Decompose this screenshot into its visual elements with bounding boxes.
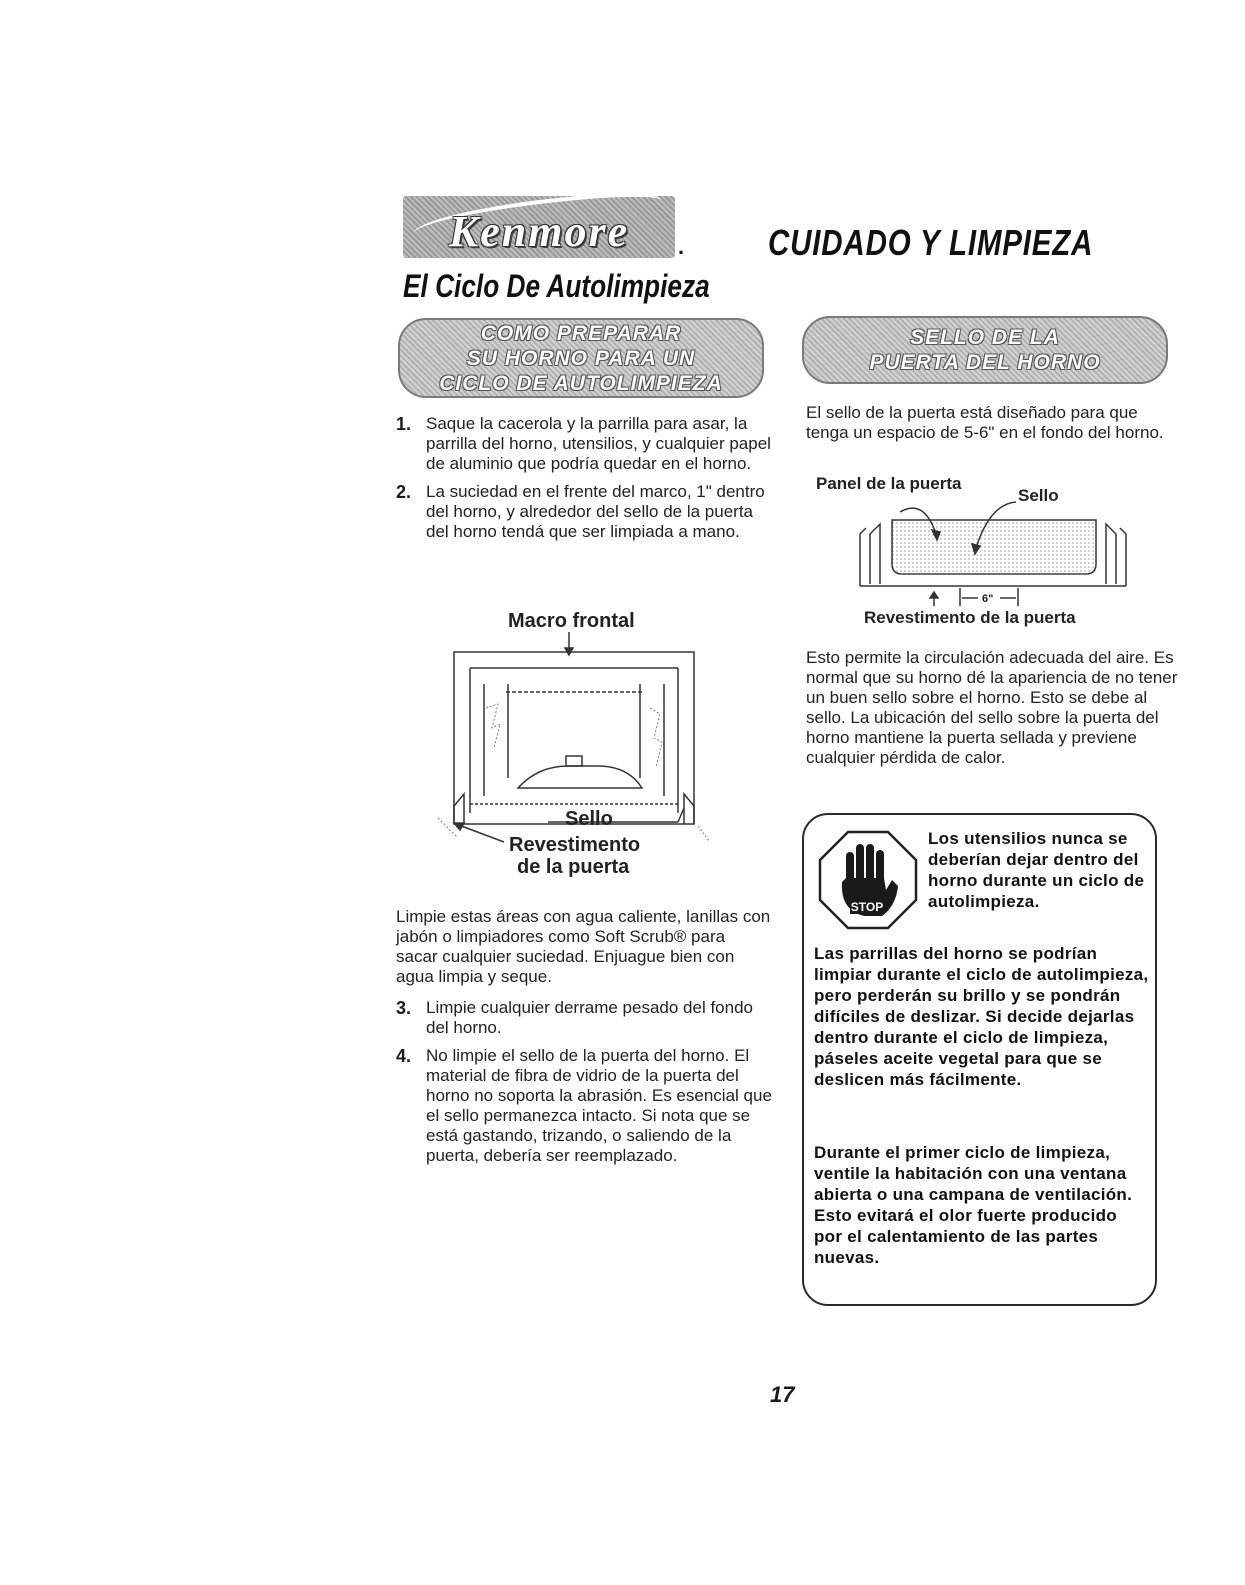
logo-dot: . — [678, 234, 685, 259]
front-liner-label-1: Revestimento — [509, 834, 641, 856]
front-seal-label: Sello — [565, 808, 613, 830]
prepare-oven-banner-text: COMO PREPARAR SU HORNO PARA UN CICLO DE AUTOLIMPIEZA — [439, 321, 723, 395]
door-seal-intro: El sello de la puerta está diseñado para que tenga un espacio de 5-6" en el fondo del horno. — [806, 403, 1164, 442]
front-liner-label-2: de la puerta — [517, 856, 630, 878]
door-seal-banner-text: SELLO DE LA PUERTA DEL HORNO — [869, 326, 1101, 374]
list-item — [396, 1046, 776, 1166]
list-item — [396, 482, 776, 542]
stop-hand-icon — [818, 830, 918, 930]
dimension-label: 6" — [982, 593, 994, 605]
section-title: CUIDADO Y LIMPIEZA — [768, 222, 1094, 263]
door-liner-label: Revestimento de la puerta — [864, 608, 1076, 627]
steps-list-bottom — [396, 998, 776, 1166]
item-text: Saque la cacerola y la parrilla para asar, la parrilla del horno, utensilios, y cualquier papel de aluminio que podría quedar en el horno. — [426, 414, 771, 473]
door-seal-label: Sello — [1018, 486, 1059, 505]
list-item — [396, 414, 776, 474]
item-number: 3. — [396, 998, 412, 1018]
prepare-oven-banner — [398, 318, 764, 398]
logo-wordmark: Kenmore — [448, 207, 630, 256]
list-item — [396, 998, 776, 1038]
cleaning-paragraph: Limpie estas áreas con agua caliente, lanillas con jabón o limpiadores como Soft Scrub® para sacar cualquier suciedad. Enjuague bien con agua limpia y seque. — [396, 907, 771, 986]
warning-racks-paragraph: Las parrillas del horno se podrían limpiar durante el ciclo de autolimpieza, pero perderán su brillo y se pondrán difíciles de deslizar. Si decide dejarlas dentro durante el ciclo de limpieza, páseles aceite vegetal para que se deslicen más fácilmente. — [814, 944, 1149, 1089]
door-seal-banner — [802, 316, 1168, 384]
item-number: 4. — [396, 1046, 412, 1066]
item-number: 1. — [396, 414, 412, 434]
page-subtitle: El Ciclo De Autolimpieza — [403, 268, 710, 304]
item-number: 2. — [396, 482, 412, 502]
seal-explanation-paragraph: Esto permite la circulación adecuada del aire. Es normal que su horno dé la apariencia de no tener un buen sello sobre el horno. Esto se debe al sello. La ubicación del sello sobre la puerta del horno mantiene la puerta sellada y previene cualquier pérdida de calor. — [806, 648, 1178, 767]
warning-lead: Los utensilios nunca se deberían dejar dentro del horno durante un ciclo de autolimpieza. — [928, 829, 1145, 911]
item-text: La suciedad en el frente del marco, 1" dentro del horno, y alrededor del sello de la puerta del horno tendá que ser limpiada a mano. — [426, 482, 765, 541]
page-number: 17 — [770, 1382, 795, 1407]
kenmore-logo — [403, 196, 675, 258]
front-frame-label: Macro frontal — [508, 610, 635, 632]
door-panel-label: Panel de la puerta — [816, 474, 962, 493]
warning-ventilation-paragraph: Durante el primer ciclo de limpieza, ventile la habitación con una ventana abierta o una campana de ventilación. Esto evitará el olor fuerte producido por el calentamiento de las partes nuevas. — [814, 1143, 1133, 1267]
item-text: Limpie cualquier derrame pesado del fondo del horno. — [426, 998, 753, 1037]
stop-icon-text: STOP — [850, 900, 884, 914]
item-text: No limpie el sello de la puerta del horno. El material de fibra de vidrio de la puerta del horno no soporta la abrasión. Es esencial que el sello permanezca intacto. Si nota que se está gastando, trizando, o saliendo de la puerta, debería ser reemplazado. — [426, 1046, 772, 1165]
steps-list-top — [396, 414, 776, 542]
